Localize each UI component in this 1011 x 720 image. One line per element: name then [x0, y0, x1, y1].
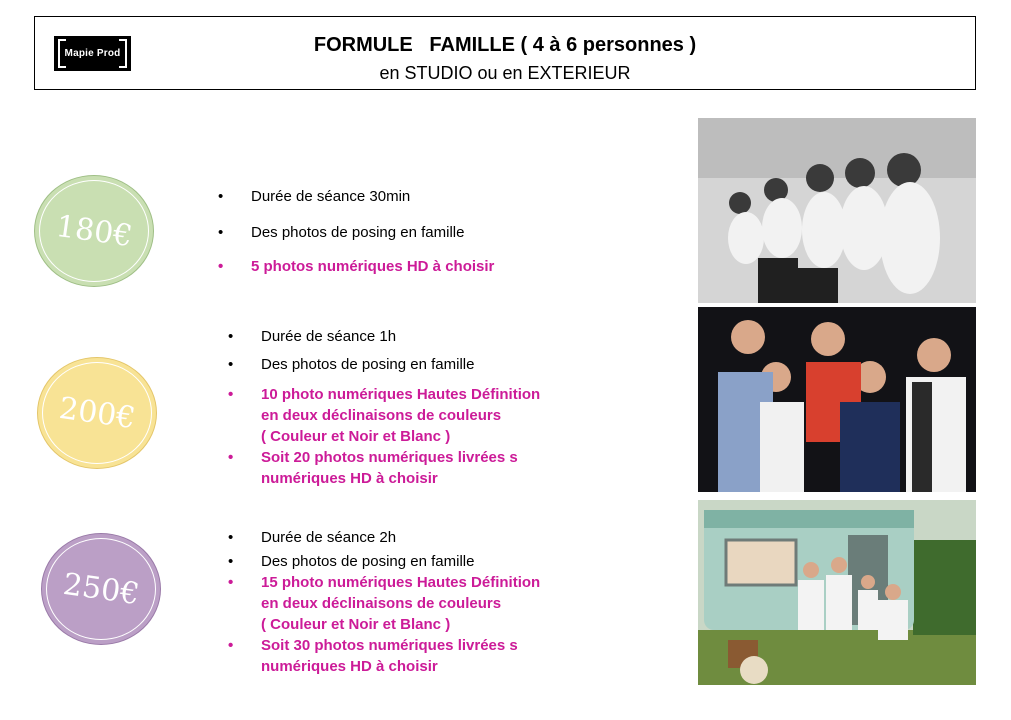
family-photo-outdoor-bw: [698, 118, 976, 303]
price-badge-180: [34, 175, 154, 287]
feature-item-highlight: • Soit 30 photos numériques livrées s: [261, 635, 540, 656]
feature-item: • Durée de séance 2h: [261, 527, 540, 548]
feature-item: • Durée de séance 1h: [261, 326, 540, 347]
logo-text: Mapie Prod: [64, 48, 121, 59]
price-badge-200: [37, 357, 157, 469]
feature-item: • Durée de séance 30min: [251, 186, 494, 207]
feature-item: • Des photos de posing en famille: [261, 354, 540, 375]
photo-illustration: [698, 500, 976, 685]
package-2-features: [261, 326, 540, 489]
feature-item: • Des photos de posing en famille: [251, 222, 494, 243]
package-1-features: [251, 186, 494, 277]
feature-item-highlight-cont: ( Couleur et Noir et Blanc ): [261, 616, 451, 633]
page-subtitle: en STUDIO ou en EXTERIEUR: [379, 63, 631, 83]
price-badge-250: [41, 533, 161, 645]
price-label: 180€: [53, 208, 135, 254]
family-photo-caravan: [698, 500, 976, 685]
header-box: [34, 16, 976, 90]
feature-item-highlight-cont: en deux déclinaisons de couleurs: [261, 407, 502, 424]
feature-item-highlight: • 15 photo numériques Hautes Définition: [261, 572, 540, 593]
feature-item-highlight-cont: en deux déclinaisons de couleurs: [261, 595, 502, 612]
feature-item-highlight: • Soit 20 photos numériques livrées s: [261, 447, 540, 468]
feature-item-highlight-cont: ( Couleur et Noir et Blanc ): [261, 428, 451, 445]
feature-item-highlight-cont: numériques HD à choisir: [261, 658, 438, 675]
photo-illustration: [698, 307, 976, 492]
feature-item: • Des photos de posing en famille: [261, 551, 540, 572]
feature-item-highlight: • 10 photo numériques Hautes Définition: [261, 384, 540, 405]
family-photo-studio: [698, 307, 976, 492]
page-title: FORMULE FAMILLE ( 4 à 6 personnes ): [313, 34, 697, 56]
feature-item-highlight-cont: numériques HD à choisir: [261, 470, 438, 487]
package-3-features: [261, 527, 540, 677]
feature-item-highlight: • 5 photos numériques HD à choisir: [251, 256, 494, 277]
price-label: 250€: [60, 566, 142, 612]
photo-illustration: [698, 118, 976, 303]
price-label: 200€: [56, 390, 138, 436]
